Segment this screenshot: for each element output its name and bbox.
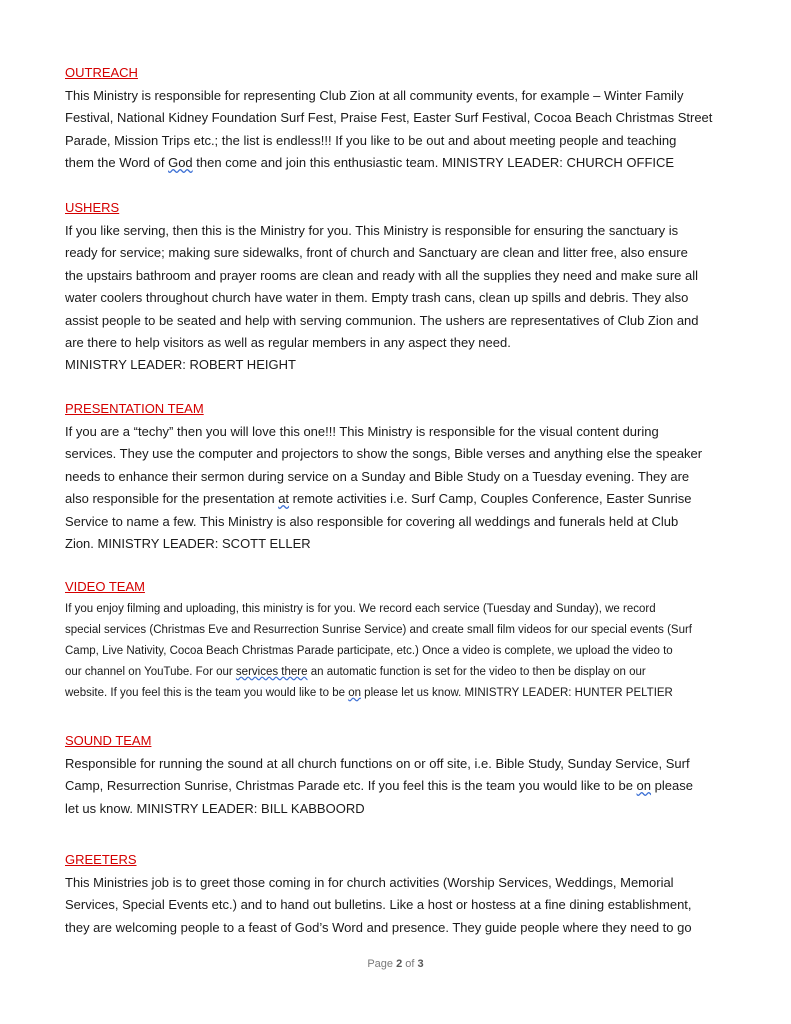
body-line: the upstairs bathroom and prayer rooms are clean and ready with all the supplies they need and make sure all — [65, 267, 699, 283]
body-line: Services, Special Events etc.) and to hand out bulletins. Like a host or hostess at a fine dining establishment, — [65, 897, 692, 913]
body-line — [65, 152, 735, 174]
body-line — [65, 488, 735, 510]
body-line: If you like serving, then this is the Ministry for you. This Ministry is responsible for ensuring the sanctuary is — [65, 223, 679, 238]
page-number-footer — [0, 958, 791, 970]
section-body — [65, 872, 735, 939]
page-of-label: of — [402, 958, 418, 970]
section-greeters — [65, 851, 735, 939]
section-heading: VIDEO TEAM — [65, 579, 145, 594]
body-line: Camp, Live Nativity, Cocoa Beach Christmas Parade participate, etc.) Once a video is complete, we upload the video to — [65, 645, 673, 657]
body-line: If you are a “techy” then you will love this one!!! This Ministry is responsible for the visual content during — [65, 424, 659, 439]
text-run: please — [651, 778, 693, 794]
page-label: Page — [367, 958, 397, 970]
body-line: Parade, Mission Trips etc.; the list is endless!!! If you like to be out and about meeting people and teaching — [65, 132, 677, 148]
page-total: 3 — [417, 958, 424, 970]
body-line: Festival, National Kidney Foundation Surf Fest, Praise Fest, Easter Surf Festival, Cocoa Beach Christmas Street — [65, 110, 713, 126]
section-heading: PRESENTATION TEAM — [65, 401, 204, 416]
body-line: let us know. MINISTRY LEADER: BILL KABBOORD — [65, 800, 365, 816]
body-line: If you enjoy filming and uploading, this ministry is for you. We record each service (Tuesday and Sunday), we record — [65, 603, 656, 615]
text-run: Camp, Resurrection Sunrise, Christmas Parade etc. If you feel this is the team you would like to be — [65, 778, 637, 794]
section-body — [65, 753, 735, 820]
text-run: also responsible for the presentation — [65, 491, 279, 507]
text-run: please let us know. MINISTRY LEADER: HUNTER PELTIER — [360, 687, 673, 699]
body-line: This Ministries job is to greet those coming in for church activities (Worship Services, Weddings, Memorial — [65, 875, 674, 890]
body-line: Service to name a few. This Ministry is also responsible for covering all weddings and funerals held at Club — [65, 513, 679, 529]
body-line: assist people to be seated and help with serving communion. The ushers are representatives of Club Zion and — [65, 312, 699, 328]
spellcheck-word: God — [168, 155, 193, 171]
body-line: needs to enhance their sermon during service on a Sunday and Bible Study on a Tuesday evening. They are — [65, 468, 690, 484]
body-line — [65, 683, 735, 704]
body-line: they are welcoming people to a feast of God’s Word and presence. They guide people where they need to go — [65, 919, 692, 935]
spellcheck-word: on — [636, 778, 652, 794]
body-line: water coolers throughout church have water in them. Empty trash cans, clean up spills and debris. They also — [65, 290, 689, 306]
body-line: Zion. MINISTRY LEADER: SCOTT ELLER — [65, 536, 311, 552]
section-heading: SOUND TEAM — [65, 733, 152, 748]
text-run: remote activities i.e. Surf Camp, Couples Conference, Easter Sunrise — [289, 491, 692, 507]
body-line: are there to help visitors as well as regular members in any aspect they need. — [65, 335, 511, 351]
body-line: ready for service; making sure sidewalks, front of church and Sanctuary are clean and litter free, also ensure — [65, 245, 688, 261]
body-line — [65, 775, 735, 797]
text-run: an automatic function is set for the video to then be display on our — [307, 666, 646, 678]
body-line: This Ministry is responsible for representing Club Zion at all community events, for example – Winter Family — [65, 88, 684, 103]
section-presentation-team — [65, 400, 735, 555]
section-heading: GREETERS — [65, 852, 137, 867]
section-body — [65, 421, 735, 555]
body-line: Responsible for running the sound at all church functions on or off site, i.e. Bible Study, Sunday Service, Surf — [65, 756, 690, 771]
section-outreach — [65, 64, 735, 175]
section-body — [65, 220, 735, 377]
section-body — [65, 599, 735, 704]
spellcheck-word: at — [278, 491, 290, 507]
section-sound-team — [65, 732, 735, 820]
section-video-team — [65, 578, 735, 704]
text-run: website. If you feel this is the team you would like to be — [65, 687, 349, 699]
text-run: them the Word of — [65, 155, 169, 171]
body-line — [65, 662, 735, 683]
body-line: MINISTRY LEADER: ROBERT HEIGHT — [65, 357, 296, 373]
text-run: then come and join this enthusiastic team. MINISTRY LEADER: CHURCH OFFICE — [192, 155, 675, 171]
page-current: 2 — [396, 958, 403, 970]
section-heading: USHERS — [65, 200, 120, 215]
text-run: our channel on YouTube. For our — [65, 666, 236, 678]
spellcheck-word: on — [348, 687, 361, 699]
body-line: special services (Christmas Eve and Resurrection Sunrise Service) and create small film videos for our special events (Surf — [65, 624, 692, 636]
section-ushers — [65, 199, 735, 377]
section-body — [65, 85, 735, 175]
body-line: services. They use the computer and projectors to show the songs, Bible verses and anything else the speaker — [65, 446, 703, 462]
section-heading: OUTREACH — [65, 65, 138, 80]
spellcheck-word: services there — [235, 666, 308, 678]
